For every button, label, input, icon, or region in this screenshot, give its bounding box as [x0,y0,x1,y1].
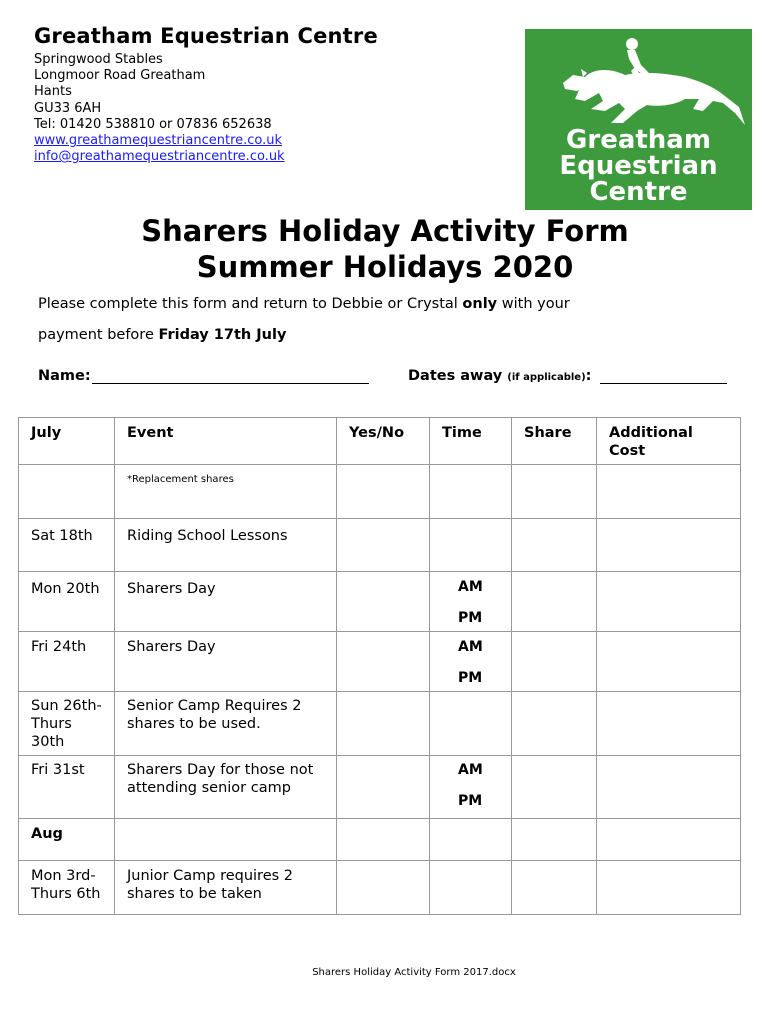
dates-note: (if applicable) [507,372,586,383]
share-cell[interactable] [512,692,597,756]
event-cell: Senior Camp Requires 2 shares to be used. [115,692,337,756]
yes-no-cell[interactable] [337,756,430,819]
table-row [19,519,741,572]
phone-line: Tel: 01420 538810 or 07836 652638 [34,116,272,132]
share-cell[interactable] [512,861,597,915]
time-cell[interactable] [430,632,512,692]
yes-no-cell[interactable] [337,465,430,519]
am-label: AM [458,579,483,595]
day-cell: Sat 18th [19,519,115,572]
header-time: Time [430,418,512,465]
replacement-note: *Replacement shares [127,474,234,485]
yes-no-cell[interactable] [337,632,430,692]
time-cell[interactable] [430,861,512,915]
table-row [19,756,741,819]
yes-no-cell[interactable] [337,692,430,756]
dates-away-label [408,368,591,384]
instructions-line1 [38,296,570,312]
address-block [34,52,285,165]
month-cell-aug: Aug [19,819,115,861]
cost-cell[interactable] [597,861,741,915]
table-row [19,572,741,632]
share-cell[interactable] [512,519,597,572]
name-field[interactable] [92,383,369,384]
header-july: July [19,418,115,465]
deadline-date: Friday 17th July [158,327,287,343]
header-event: Event [115,418,337,465]
pm-label: PM [458,610,483,626]
address-line: Hants [34,84,72,100]
day-cell: Mon 3rd-Thurs 6th [19,861,115,915]
cost-cell[interactable] [597,819,741,861]
yes-no-cell[interactable] [337,519,430,572]
cost-cell[interactable] [597,692,741,756]
table-row [19,465,741,519]
yes-no-cell[interactable] [337,819,430,861]
event-cell [115,465,337,519]
org-name: Greatham Equestrian Centre [34,24,378,48]
instr-text: Please complete this form and return to Debbie or Crystal [38,296,463,312]
table-row [19,819,741,861]
day-cell: Mon 20th [19,572,115,632]
instr-text: with your [497,296,570,312]
dates-colon: : [585,368,592,384]
form-subtitle: Summer Holidays 2020 [196,250,574,284]
pm-label: PM [458,793,483,809]
event-cell: Junior Camp requires 2 shares to be taken [115,861,337,915]
am-label: AM [458,639,483,655]
email-link[interactable]: info@greathamequestriancentre.co.uk [34,149,285,165]
dates-label-text: Dates away [408,368,508,384]
address-line: GU33 6AH [34,100,102,116]
day-cell: Sun 26th-Thurs 30th [19,692,115,756]
instr-emphasis: only [462,296,498,312]
event-cell: Sharers Day for those not attending senior camp [115,756,337,819]
am-label: AM [458,762,483,778]
name-label: Name: [38,368,91,384]
day-cell [19,465,115,519]
yes-no-cell[interactable] [337,572,430,632]
time-cell[interactable] [430,819,512,861]
activity-table [18,417,741,915]
table-row [19,632,741,692]
footer-filename: Sharers Holiday Activity Form 2017.docx [312,967,516,978]
cost-cell[interactable] [597,632,741,692]
form-title: Sharers Holiday Activity Form [141,214,629,248]
table-row [19,692,741,756]
day-cell: Fri 24th [19,632,115,692]
day-cell: Fri 31st [19,756,115,819]
table-header-row [19,418,741,465]
time-cell[interactable] [430,692,512,756]
cost-cell[interactable] [597,465,741,519]
share-cell[interactable] [512,632,597,692]
time-cell[interactable] [430,756,512,819]
logo-text-line1: Greatham [566,125,711,155]
header-share: Share [512,418,597,465]
table-row [19,861,741,915]
share-cell[interactable] [512,465,597,519]
cost-cell[interactable] [597,756,741,819]
event-cell [115,819,337,861]
address-line: Longmoor Road Greatham [34,68,206,84]
logo [525,29,752,210]
share-cell[interactable] [512,819,597,861]
yes-no-cell[interactable] [337,861,430,915]
share-cell[interactable] [512,572,597,632]
event-cell: Sharers Day [115,632,337,692]
website-link[interactable]: www.greathamequestriancentre.co.uk [34,133,283,149]
header-yes-no: Yes/No [337,418,430,465]
share-cell[interactable] [512,756,597,819]
time-cell[interactable] [430,572,512,632]
logo-text-line3: Centre [589,177,688,207]
address-line: Springwood Stables [34,52,163,67]
cost-cell[interactable] [597,519,741,572]
event-cell: Riding School Lessons [115,519,337,572]
time-cell[interactable] [430,465,512,519]
header-additional-cost: Additional Cost [597,418,741,465]
instr-text: payment before [38,327,159,343]
instructions-line2 [38,327,286,343]
logo-text-line2: Equestrian [559,151,718,181]
event-cell: Sharers Day [115,572,337,632]
time-cell[interactable] [430,519,512,572]
dates-away-field[interactable] [600,383,727,384]
cost-cell[interactable] [597,572,741,632]
pm-label: PM [458,670,483,686]
